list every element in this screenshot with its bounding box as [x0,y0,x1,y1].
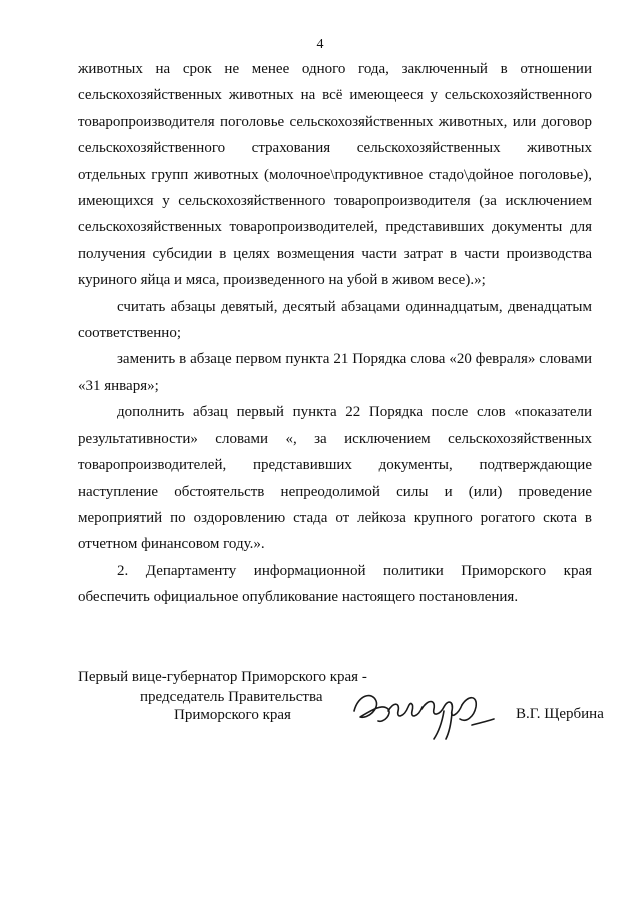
signature-stroke-2 [388,704,422,716]
signature-block [78,667,604,747]
paragraph-publication: 2. Департаменту информационной политики Приморского края обеспечить официальное опубликование настоящего постановления. [78,562,592,606]
signature-tail [472,719,494,725]
signature-stroke-4 [460,698,476,721]
signer-position-line-2: председатель Правительства [140,689,323,705]
paragraph-supplement: дополнить абзац первый пункта 22 Порядка после слов «показатели результативности» словами «, за исключением сельскохозяйственных товаропроизводителей, представивших документы, подтверждающие наступление обстоятельств непреодолимой силы и (или) проведение мероприятий по оздоровлению стада от лейкоза крупного рогатого скота в отчетном финансовом году.». [78,404,592,553]
signer-name: В.Г. Щербина [516,706,604,722]
handwritten-signature [348,681,496,743]
paragraph-renumber: считать абзацы девятый, десятый абзацами одиннадцатым, двенадцатым соответственно; [78,298,592,342]
signature-stroke-6 [446,713,452,739]
signer-position-line-3: Приморского края [174,707,291,723]
signature-stroke-1 [354,696,389,722]
document-body [78,56,592,611]
signer-position-line-1: Первый вице-губернатор Приморского края - [78,669,367,685]
signature-stroke-3 [422,702,462,716]
signature-stroke-5 [434,711,444,739]
page-number: 4 [316,37,324,52]
paragraph-continuation: животных на срок не менее одного года, заключенный в отношении сельскохозяйственных животных на всё имеющееся у сельскохозяйственного товаропроизводителя поголовье сельскохозяйственных животных, или договор сельскохозяйственного страхования сельскохозяйственных животных отдельных групп животных (молочное\продуктивное стадо\дойное поголовье), имеющихся у сельскохозяйственного товаропроизводителя (за исключением сельскохозяйственных товаропроизводителей, представивших документы для получения субсидии в целях возмещения части затрат в части производства куриного яйца и мяса, произведенного на убой в живом весе).»; [78,61,592,289]
paragraph-replace-date: заменить в абзаце первом пункта 21 Порядка слова «20 февраля» словами «31 января»; [78,351,592,394]
